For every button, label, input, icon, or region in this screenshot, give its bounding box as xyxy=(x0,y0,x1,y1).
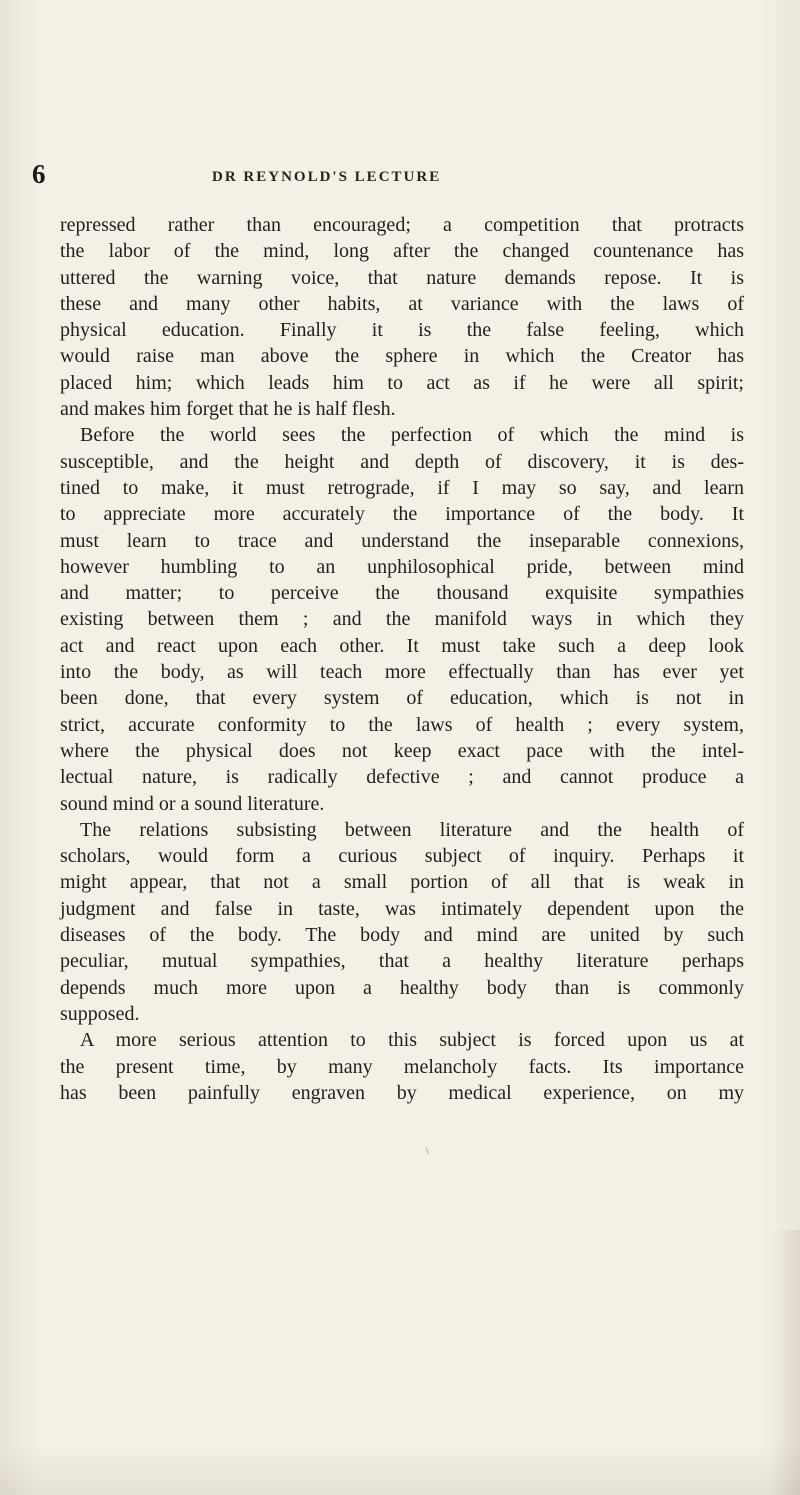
text-line: the labor of the mind, long after the changed countenance has xyxy=(60,240,744,263)
text-line: existing between them ; and the manifold ways in which they xyxy=(60,608,744,631)
paragraph-start-line: A more serious attention to this subject is forced upon us at xyxy=(80,1029,744,1052)
text-line: sound mind or a sound literature. xyxy=(60,792,325,815)
page-number: 6 xyxy=(32,159,46,189)
text-line: diseases of the body. The body and mind are united by such xyxy=(60,924,744,947)
text-line: scholars, would form a curious subject of inquiry. Perhaps it xyxy=(60,845,744,868)
text-line: physical education. Finally it is the false feeling, which xyxy=(60,319,744,342)
text-line: has been painfully engraven by medical experience, on my xyxy=(60,1081,744,1104)
text-line: placed him; which leads him to act as if he were all spirit; xyxy=(60,371,744,394)
text-line: might appear, that not a small portion of all that is weak in xyxy=(60,871,744,894)
text-line: judgment and false in taste, was intimately dependent upon the xyxy=(60,897,744,920)
text-line: strict, accurate conformity to the laws of health ; every system, xyxy=(60,713,744,736)
text-line: lectual nature, is radically defective ; and cannot produce a xyxy=(60,766,744,789)
text-line: tined to make, it must retrograde, if I may so say, and learn xyxy=(60,476,744,499)
text-line: these and many other habits, at variance with the laws of xyxy=(60,292,744,315)
page-bottom-shade xyxy=(0,1445,800,1495)
page-header xyxy=(32,160,712,200)
text-line: would raise man above the sphere in which the Creator has xyxy=(60,345,744,368)
text-line: however humbling to an unphilosophical pride, between mind xyxy=(60,555,744,578)
text-line: into the body, as will teach more effectually than has ever yet xyxy=(60,661,744,684)
text-line: to appreciate more accurately the importance of the body. It xyxy=(60,503,744,526)
text-line: been done, that every system of education, which is not in xyxy=(60,687,744,710)
body-text xyxy=(60,212,744,1106)
text-line: act and react upon each other. It must take such a deep look xyxy=(60,634,744,657)
running-head: DR REYNOLD'S LECTURE xyxy=(212,169,442,185)
paragraph-start-line: The relations subsisting between literature and the health of xyxy=(80,818,744,841)
text-line: depends much more upon a healthy body than is commonly xyxy=(60,976,744,999)
text-line: and makes him forget that he is half flesh. xyxy=(60,398,396,421)
text-line: must learn to trace and understand the inseparable connexions, xyxy=(60,529,744,552)
text-line: supposed. xyxy=(60,1002,140,1025)
text-line: the present time, by many melancholy facts. Its importance xyxy=(60,1055,744,1078)
stray-print-mark: \ xyxy=(426,1146,429,1156)
text-line: repressed rather than encouraged; a competition that protracts xyxy=(60,214,744,236)
paragraph-start-line: Before the world sees the perfection of which the mind is xyxy=(80,424,744,447)
text-line: uttered the warning voice, that nature demands repose. It is xyxy=(60,266,744,289)
text-line: susceptible, and the height and depth of discovery, it is des- xyxy=(60,450,744,473)
text-line: and matter; to perceive the thousand exquisite sympathies xyxy=(60,582,744,605)
text-line: peculiar, mutual sympathies, that a healthy literature perhaps xyxy=(60,950,744,973)
text-line: where the physical does not keep exact pace with the intel- xyxy=(60,739,744,762)
